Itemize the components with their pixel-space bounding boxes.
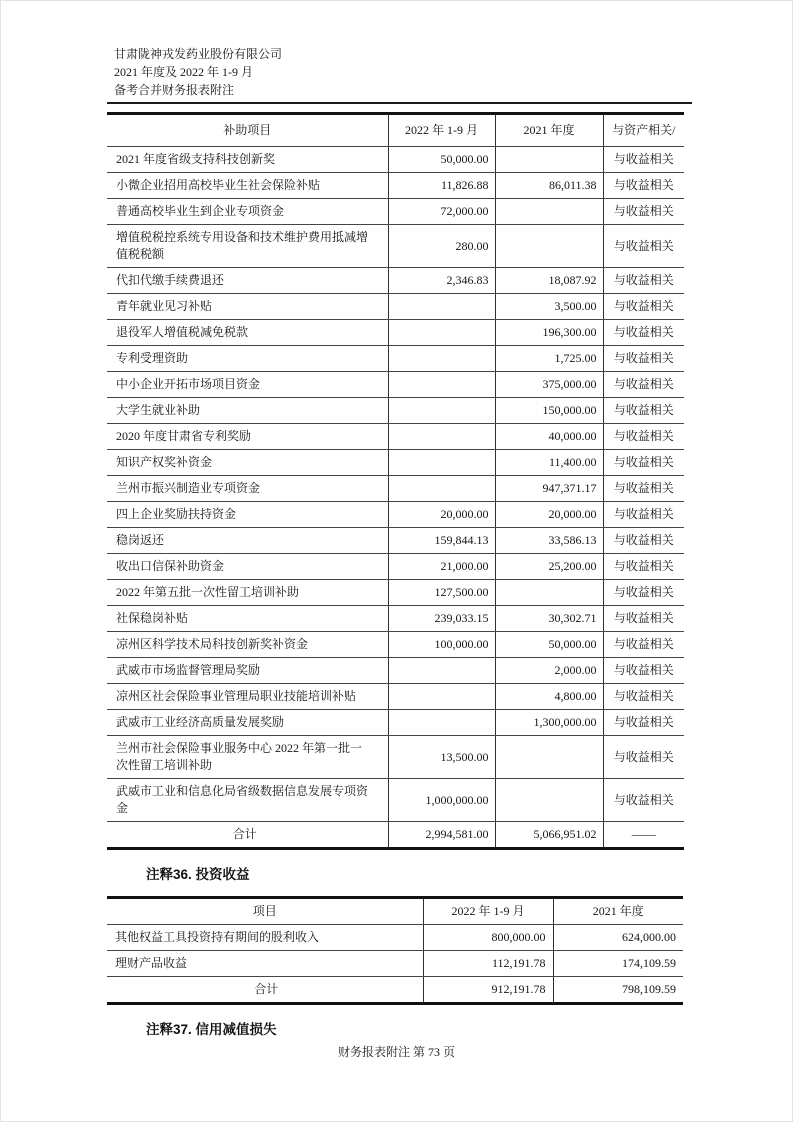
table-cell: 21,000.00 — [388, 554, 495, 580]
table-cell: 与收益相关 — [603, 424, 684, 450]
table-cell — [495, 225, 603, 268]
table-cell: 20,000.00 — [388, 502, 495, 528]
table-cell: 与收益相关 — [603, 450, 684, 476]
total-2022-cell: 912,191.78 — [423, 977, 553, 1004]
investment-table-body — [107, 925, 683, 977]
table-cell: 小微企业招用高校毕业生社会保险补贴 — [107, 173, 388, 199]
doc-header — [114, 45, 693, 99]
table-cell: 与收益相关 — [603, 320, 684, 346]
table-cell: 退役军人增值税减免税款 — [107, 320, 388, 346]
table-cell — [388, 346, 495, 372]
table-cell: 624,000.00 — [553, 925, 683, 951]
note37-heading: 注释37. 信用减值损失 — [146, 1022, 277, 1037]
table-row — [107, 658, 684, 684]
table-row — [107, 710, 684, 736]
table-cell: 4,800.00 — [495, 684, 603, 710]
table-cell: 青年就业见习补贴 — [107, 294, 388, 320]
table-cell: 2,346.83 — [388, 268, 495, 294]
table-cell — [495, 736, 603, 779]
table-cell: 2021 年度省级支持科技创新奖 — [107, 147, 388, 173]
total-2021-cell: 798,109.59 — [553, 977, 683, 1004]
table-cell: 18,087.92 — [495, 268, 603, 294]
table-cell: 与收益相关 — [603, 502, 684, 528]
header-cell-2022-period: 2022 年 1-9 月 — [423, 898, 553, 925]
table-row — [107, 268, 684, 294]
table-cell — [388, 684, 495, 710]
page-content — [107, 45, 693, 1051]
table-cell: 159,844.13 — [388, 528, 495, 554]
table-cell: 与收益相关 — [603, 632, 684, 658]
table-row — [107, 199, 684, 225]
table-row — [107, 632, 684, 658]
table-row — [107, 925, 683, 951]
table-row — [107, 424, 684, 450]
table-cell: 100,000.00 — [388, 632, 495, 658]
table-cell: 中小企业开拓市场项目资金 — [107, 372, 388, 398]
page-footer: 财务报表附注 第 73 页 — [337, 1045, 455, 1059]
table-cell: 30,302.71 — [495, 606, 603, 632]
table-cell: 四上企业奖励扶持资金 — [107, 502, 388, 528]
header-cell-relation: 与资产相关/ — [603, 114, 684, 147]
table-row — [107, 398, 684, 424]
table-cell: 20,000.00 — [495, 502, 603, 528]
header-cell-2021-year: 2021 年度 — [495, 114, 603, 147]
table-cell: 武威市市场监督管理局奖励 — [107, 658, 388, 684]
table-cell: 稳岗返还 — [107, 528, 388, 554]
table-cell: 1,000,000.00 — [388, 779, 495, 822]
table-cell: 与收益相关 — [603, 268, 684, 294]
table-cell — [388, 320, 495, 346]
table-cell: 与收益相关 — [603, 580, 684, 606]
total-label-cell: 合计 — [107, 977, 423, 1004]
table-cell: 知识产权奖补资金 — [107, 450, 388, 476]
table-cell: 40,000.00 — [495, 424, 603, 450]
table-cell: 增值税税控系统专用设备和技术维护费用抵减增值税税额 — [107, 225, 388, 268]
table-row — [107, 372, 684, 398]
table-cell: 收出口信保补助资金 — [107, 554, 388, 580]
table-row — [107, 173, 684, 199]
table-cell: 与收益相关 — [603, 173, 684, 199]
table-cell: 与收益相关 — [603, 372, 684, 398]
subsidy-table-header-row — [107, 114, 684, 147]
table-cell: 947,371.17 — [495, 476, 603, 502]
table-cell — [388, 658, 495, 684]
table-cell: 与收益相关 — [603, 528, 684, 554]
table-cell: 3,500.00 — [495, 294, 603, 320]
table-cell: 375,000.00 — [495, 372, 603, 398]
table-cell: 50,000.00 — [495, 632, 603, 658]
total-relation-cell: —— — [603, 822, 684, 849]
table-cell: 196,300.00 — [495, 320, 603, 346]
table-cell: 与收益相关 — [603, 710, 684, 736]
table-cell — [388, 450, 495, 476]
table-cell: 与收益相关 — [603, 199, 684, 225]
table-cell: 11,826.88 — [388, 173, 495, 199]
table-cell: 与收益相关 — [603, 294, 684, 320]
table-cell: 普通高校毕业生到企业专项资金 — [107, 199, 388, 225]
header-cell-item: 项目 — [107, 898, 423, 925]
table-cell — [388, 476, 495, 502]
table-cell: 2,000.00 — [495, 658, 603, 684]
table-row — [107, 225, 684, 268]
table-cell: 与收益相关 — [603, 554, 684, 580]
table-cell: 13,500.00 — [388, 736, 495, 779]
table-cell: 86,011.38 — [495, 173, 603, 199]
table-cell: 72,000.00 — [388, 199, 495, 225]
table-cell — [388, 294, 495, 320]
total-label-cell: 合计 — [107, 822, 388, 849]
table-cell — [495, 580, 603, 606]
table-cell: 33,586.13 — [495, 528, 603, 554]
table-cell: 专利受理资助 — [107, 346, 388, 372]
table-cell — [495, 199, 603, 225]
table-cell: 800,000.00 — [423, 925, 553, 951]
table-cell: 25,200.00 — [495, 554, 603, 580]
table-cell: 兰州市社会保险事业服务中心 2022 年第一批一次性留工培训补助 — [107, 736, 388, 779]
table-cell: 凉州区科学技术局科技创新奖补资金 — [107, 632, 388, 658]
table-cell — [388, 398, 495, 424]
total-2021-cell: 5,066,951.02 — [495, 822, 603, 849]
header-cell-2021-year: 2021 年度 — [553, 898, 683, 925]
table-row — [107, 684, 684, 710]
table-row — [107, 951, 683, 977]
table-row — [107, 476, 684, 502]
table-cell: 174,109.59 — [553, 951, 683, 977]
table-cell: 兰州市振兴制造业专项资金 — [107, 476, 388, 502]
table-cell: 大学生就业补助 — [107, 398, 388, 424]
total-2022-cell: 2,994,581.00 — [388, 822, 495, 849]
subsidy-table — [107, 112, 684, 850]
table-cell: 与收益相关 — [603, 476, 684, 502]
subsidy-total-row — [107, 822, 684, 849]
table-cell: 2022 年第五批一次性留工培训补助 — [107, 580, 388, 606]
table-cell: 代扣代缴手续费退还 — [107, 268, 388, 294]
table-cell: 与收益相关 — [603, 658, 684, 684]
table-cell: 社保稳岗补贴 — [107, 606, 388, 632]
header-cell-subsidy-item: 补助项目 — [107, 114, 388, 147]
subsidy-table-body — [107, 147, 684, 822]
table-row — [107, 450, 684, 476]
table-cell — [388, 424, 495, 450]
table-row — [107, 147, 684, 173]
table-cell: 1,725.00 — [495, 346, 603, 372]
note36-heading: 注释36. 投资收益 — [146, 867, 250, 882]
table-row — [107, 502, 684, 528]
table-cell: 与收益相关 — [603, 346, 684, 372]
table-cell: 理财产品收益 — [107, 951, 423, 977]
table-row — [107, 320, 684, 346]
table-cell: 1,300,000.00 — [495, 710, 603, 736]
table-cell — [495, 147, 603, 173]
table-cell: 127,500.00 — [388, 580, 495, 606]
table-row — [107, 528, 684, 554]
table-cell: 武威市工业经济高质量发展奖励 — [107, 710, 388, 736]
report-title: 备考合并财务报表附注 — [114, 83, 235, 97]
header-rule — [107, 102, 692, 104]
table-cell: 与收益相关 — [603, 606, 684, 632]
table-cell: 与收益相关 — [603, 225, 684, 268]
investment-income-table — [107, 896, 683, 1005]
table-cell: 凉州区社会保险事业管理局职业技能培训补贴 — [107, 684, 388, 710]
table-cell: 150,000.00 — [495, 398, 603, 424]
table-cell — [495, 779, 603, 822]
table-cell: 280.00 — [388, 225, 495, 268]
table-row — [107, 554, 684, 580]
table-cell: 112,191.78 — [423, 951, 553, 977]
table-cell: 武威市工业和信息化局省级数据信息发展专项资金 — [107, 779, 388, 822]
table-row — [107, 736, 684, 779]
table-cell: 与收益相关 — [603, 779, 684, 822]
report-period: 2021 年度及 2022 年 1-9 月 — [114, 65, 253, 79]
table-cell: 11,400.00 — [495, 450, 603, 476]
header-cell-2022-period: 2022 年 1-9 月 — [388, 114, 495, 147]
table-cell — [388, 372, 495, 398]
table-row — [107, 294, 684, 320]
investment-total-row — [107, 977, 683, 1004]
table-cell: 与收益相关 — [603, 736, 684, 779]
company-name: 甘肃陇神戎发药业股份有限公司 — [114, 47, 283, 61]
table-cell: 与收益相关 — [603, 398, 684, 424]
table-row — [107, 779, 684, 822]
table-cell: 其他权益工具投资持有期间的股利收入 — [107, 925, 423, 951]
table-row — [107, 346, 684, 372]
table-cell: 239,033.15 — [388, 606, 495, 632]
table-row — [107, 580, 684, 606]
table-cell: 与收益相关 — [603, 684, 684, 710]
table-cell: 2020 年度甘肃省专利奖励 — [107, 424, 388, 450]
table-cell — [388, 710, 495, 736]
table-row — [107, 606, 684, 632]
table-cell: 与收益相关 — [603, 147, 684, 173]
investment-table-header-row — [107, 898, 683, 925]
table-cell: 50,000.00 — [388, 147, 495, 173]
